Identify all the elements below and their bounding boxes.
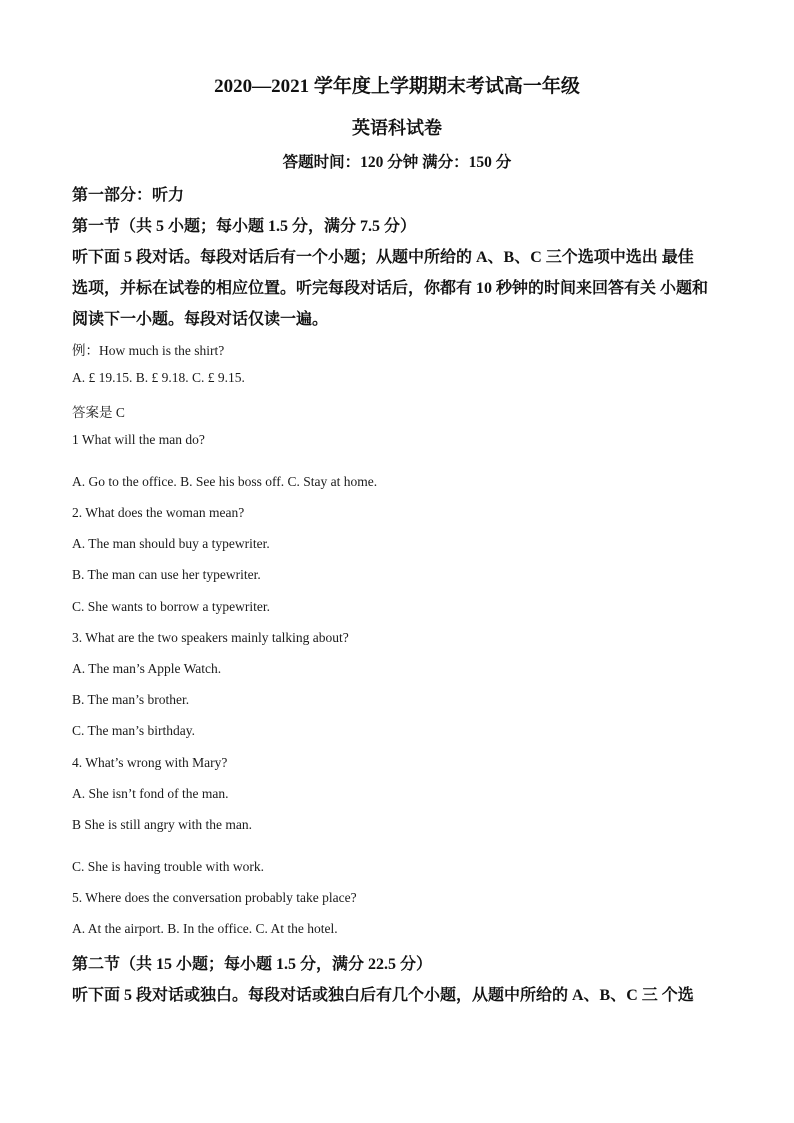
question-options: A. At the airport. B. In the office. C. At the hotel. [72,921,338,936]
time-score-line: 答题时间：120 分钟 满分：150 分 [282,154,512,171]
section-heading: 第一节（共 5 小题；每小题 1.5 分，满分 7.5 分） [72,218,417,235]
question-option: A. She isn’t fond of the man. [72,786,229,801]
question-options: A. Go to the office. B. See his boss off. C. Stay at home. [72,474,378,489]
question-text: 1 What will the man do? [72,432,205,447]
instruction-line: 选项，并标在试卷的相应位置。听完每段对话后，你都有 10 秒钟的时间来回答有关 小题和 [72,280,709,297]
question-option: C. She is having trouble with work. [72,859,264,874]
section-heading: 第二节（共 15 小题；每小题 1.5 分，满分 22.5 分） [72,956,433,973]
question-text: 5. Where does the conversation probably take place? [72,890,357,905]
part-heading: 第一部分：听力 [72,187,185,204]
question-option: A. The man’s Apple Watch. [72,661,222,676]
question-text: 2. What does the woman mean? [72,505,245,520]
example-question: 例：How much is the shirt? [72,343,225,358]
instruction-line: 听下面 5 段对话或独白。每段对话或独白后有几个小题，从题中所给的 A、B、C 三 个选 [72,987,694,1004]
question-option: A. The man should buy a typewriter. [72,536,270,551]
question-option: B. The man can use her typewriter. [72,567,261,582]
question-option: C. The man’s birthday. [72,723,195,738]
question-option: B. The man’s brother. [72,692,190,707]
instruction-line: 听下面 5 段对话。每段对话后有一个小题；从题中所给的 A、B、C 三个选项中选出 最佳 [72,249,694,266]
example-answer: 答案是 C [72,405,125,420]
question-text: 4. What’s wrong with Mary? [72,755,228,770]
question-text: 3. What are the two speakers mainly talking about? [72,630,349,645]
instruction-line: 阅读下一小题。每段对话仅读一遍。 [72,311,329,328]
example-options: A. £ 19.15. B. £ 9.18. C. £ 9.15. [72,370,245,385]
question-option: C. She wants to borrow a typewriter. [72,599,270,614]
question-option: B She is still angry with the man. [72,817,252,832]
subject-title: 英语科试卷 [352,118,442,138]
exam-title: 2020—2021 学年度上学期期末考试高一年级 [214,76,580,97]
